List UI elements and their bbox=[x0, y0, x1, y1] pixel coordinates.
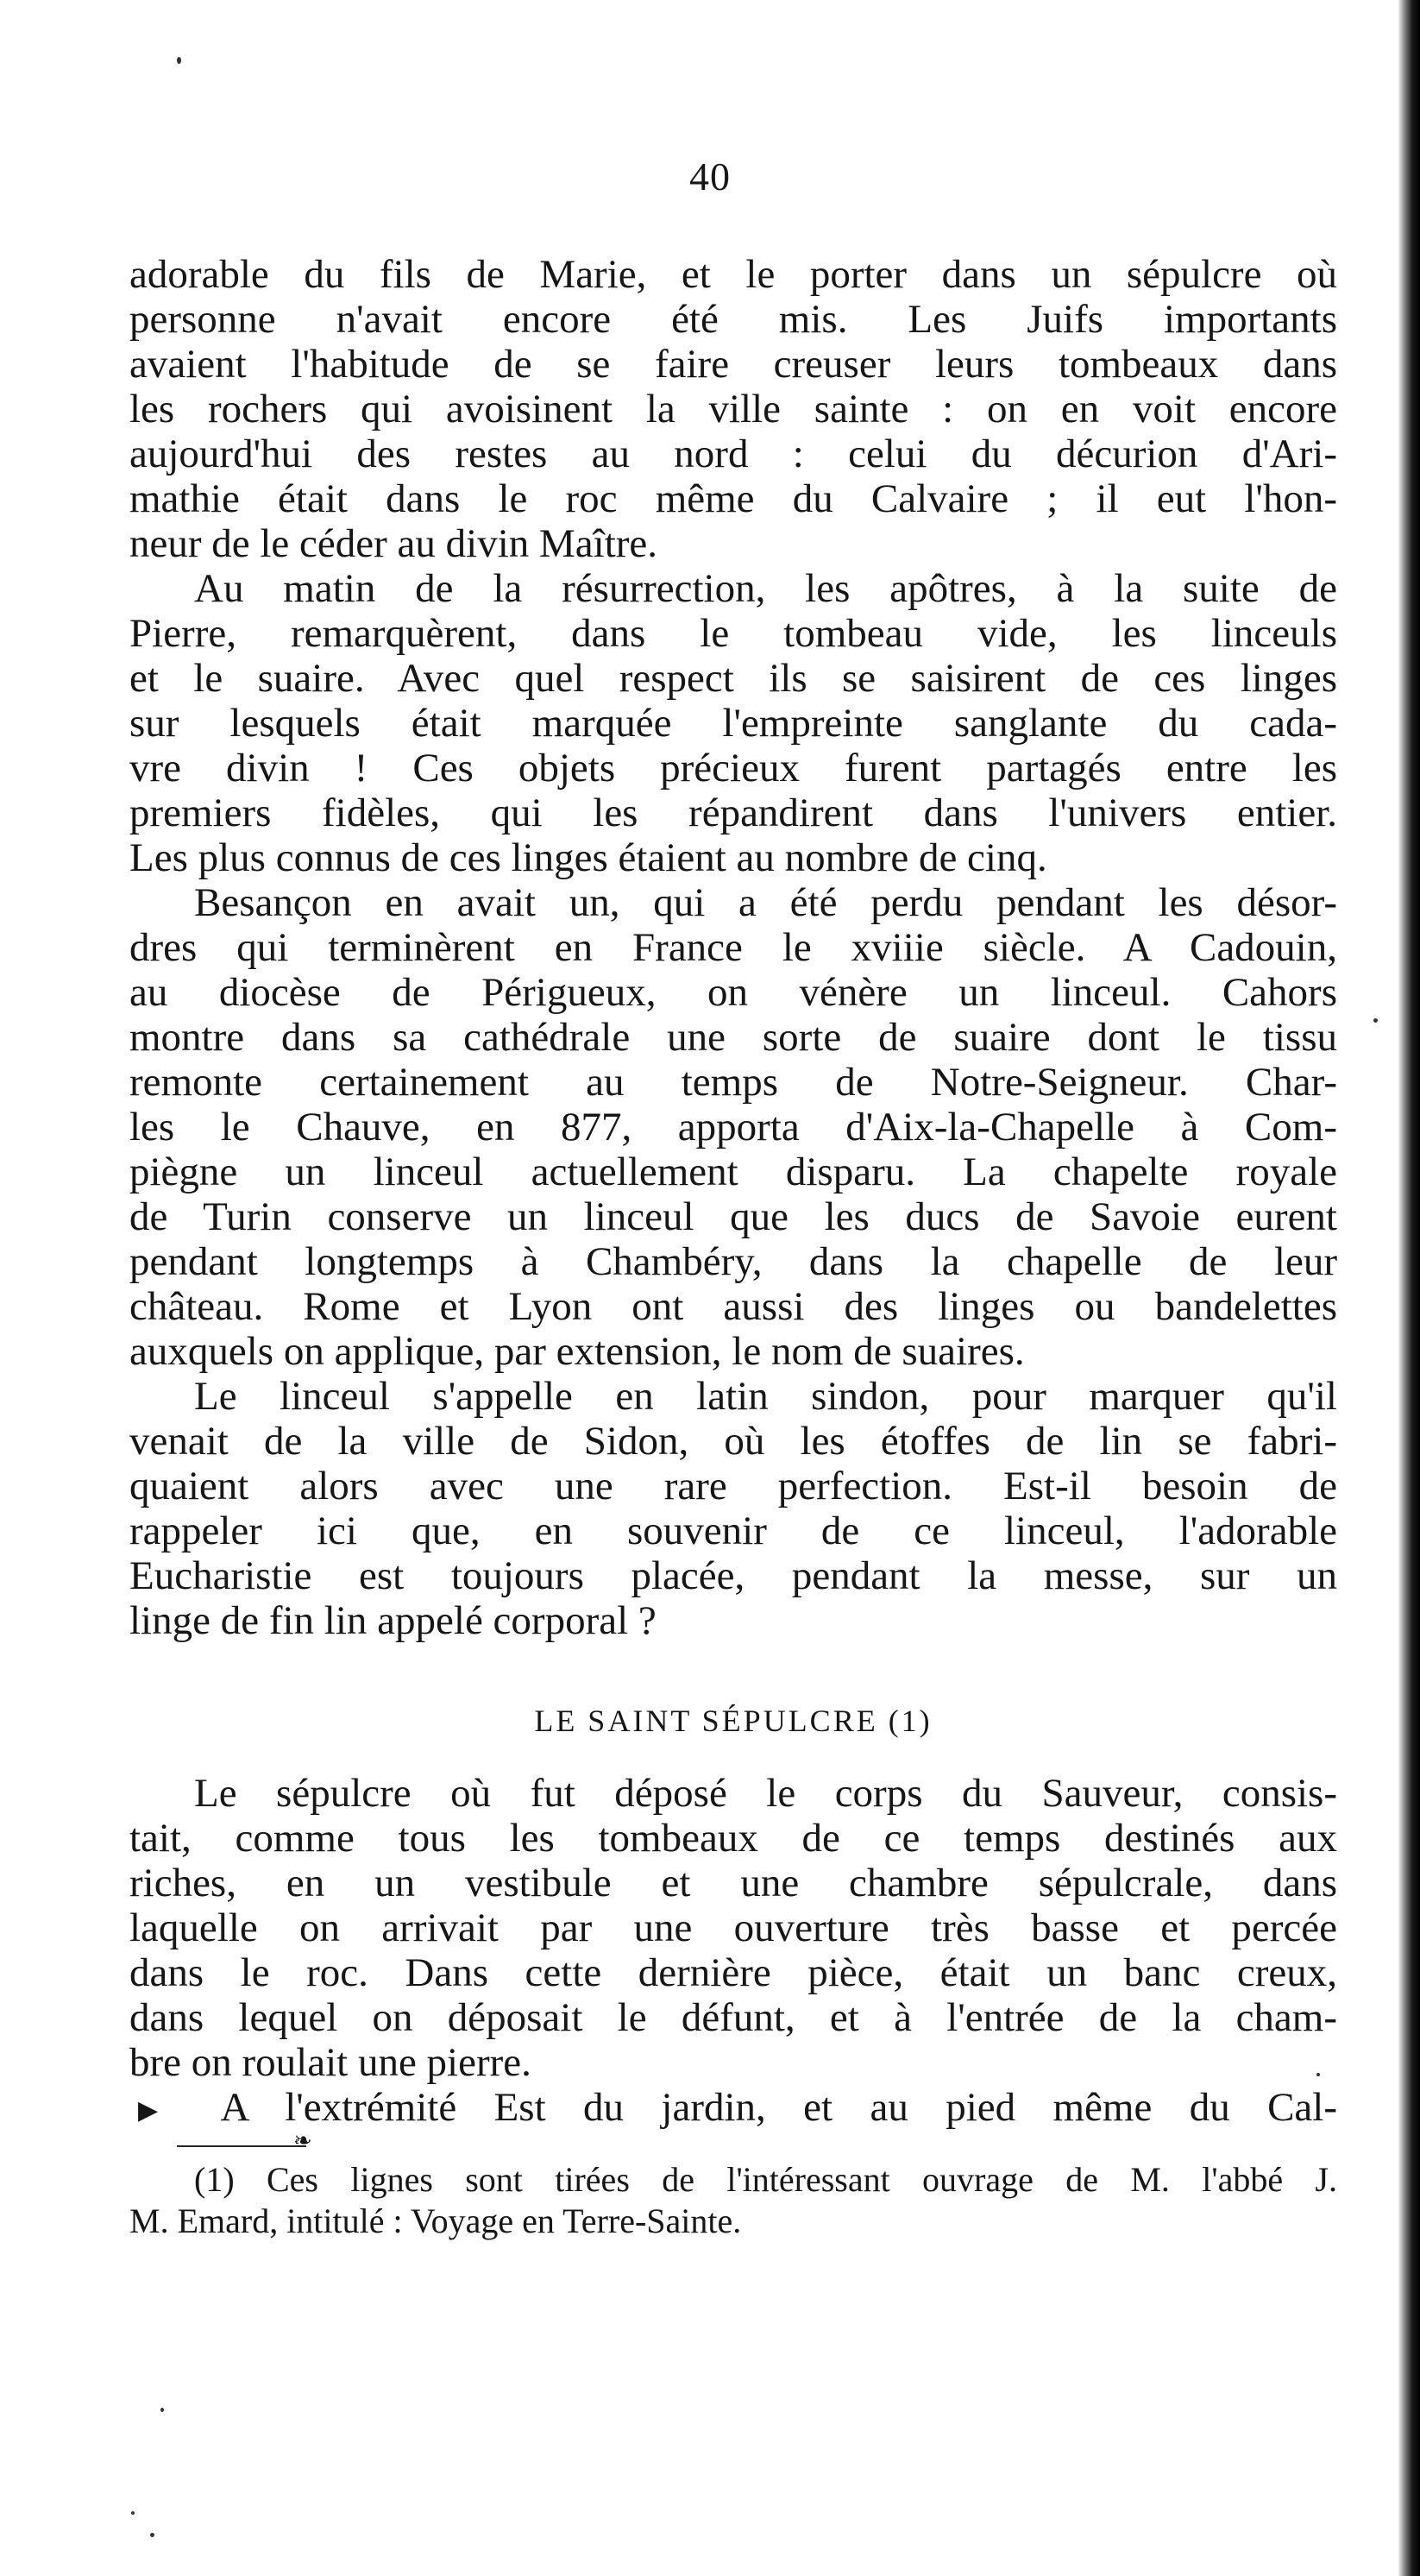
footnote bbox=[129, 2159, 1337, 2242]
text-line: riches, en un vestibule et une chambre sépulcrale, dans bbox=[129, 1861, 1337, 1905]
footnote-line: M. Emard, intitulé : Voyage en Terre-Sainte. bbox=[129, 2201, 742, 2240]
text-line: Le linceul s'appelle en latin sindon, pour marquer qu'il bbox=[194, 1374, 1337, 1419]
scan-speck bbox=[131, 2511, 135, 2515]
text-line: aujourd'hui des restes au nord : celui du décurion d'Ari- bbox=[129, 431, 1337, 476]
text-line: piègne un linceul actuellement disparu. La chapelte royale bbox=[129, 1149, 1337, 1194]
text-line: dans lequel on déposait le défunt, et à l'entrée de la cham- bbox=[129, 1995, 1337, 2040]
text-line: personne n'avait encore été mis. Les Juifs importants bbox=[129, 297, 1337, 342]
text-line: montre dans sa cathédrale une sorte de suaire dont le tissu bbox=[129, 1015, 1337, 1060]
text-line: dans le roc. Dans cette dernière pièce, était un banc creux, bbox=[129, 1950, 1337, 1995]
paragraph-resurrection bbox=[129, 566, 1337, 880]
text-line: sur lesquels était marquée l'empreinte sanglante du cada- bbox=[129, 701, 1337, 746]
text-line: dres qui terminèrent en France le xviiie siècle. A Cadouin, bbox=[129, 925, 1337, 970]
text-line: mathie était dans le roc même du Calvaire ; il eut l'hon- bbox=[129, 476, 1337, 521]
paragraph-joseph-tomb bbox=[129, 252, 1337, 566]
text-line: de Turin conserve un linceul que les ducs de Savoie eurent bbox=[129, 1194, 1337, 1239]
page-edge-shadow bbox=[1398, 0, 1420, 2576]
scan-speck bbox=[150, 2533, 154, 2537]
ornament-icon: ❧ bbox=[293, 2128, 312, 2153]
page-number: 40 bbox=[689, 154, 731, 198]
text-line: Pierre, remarquèrent, dans le tombeau vide, les linceuls bbox=[129, 611, 1337, 656]
text-line: remonte certainement au temps de Notre-Seigneur. Char- bbox=[129, 1060, 1337, 1105]
text-line: les rochers qui avoisinent la ville sainte : on en voit encore bbox=[129, 387, 1337, 431]
text-line: pendant longtemps à Chambéry, dans la chapelle de leur bbox=[129, 1239, 1337, 1284]
paragraph-sepulchre bbox=[129, 1771, 1337, 2085]
text-line: rappeler ici que, en souvenir de ce linceul, l'adorable bbox=[129, 1508, 1337, 1553]
paragraph-relics bbox=[129, 880, 1337, 1374]
text-line: venait de la ville de Sidon, où les étoffes de lin se fabri- bbox=[129, 1419, 1337, 1464]
text-line: linge de fin lin appelé corporal ? bbox=[129, 1598, 657, 1643]
body-text bbox=[129, 252, 1337, 2242]
scan-speck bbox=[177, 57, 181, 64]
paragraph-sindon bbox=[129, 1374, 1337, 1643]
scan-speck bbox=[1373, 1018, 1378, 1023]
section-heading: LE SAINT SÉPULCRE (1) bbox=[534, 1704, 933, 1738]
text-line: au diocèse de Périgueux, on vénère un linceul. Cahors bbox=[129, 970, 1337, 1015]
text-line: Besançon en avait un, qui a été perdu pendant les désor- bbox=[194, 880, 1337, 925]
text-line: premiers fidèles, qui les répandirent dans l'univers entier. bbox=[129, 790, 1337, 835]
text-line: adorable du fils de Marie, et le porter dans un sépulcre où bbox=[129, 252, 1337, 297]
text-line: neur de le céder au divin Maître. bbox=[129, 521, 658, 566]
text-line: Au matin de la résurrection, les apôtres, à la suite de bbox=[194, 566, 1337, 611]
footnote-line: (1) Ces lignes sont tirées de l'intéressant ouvrage de M. l'abbé J. bbox=[194, 2160, 1337, 2199]
text-line: et le suaire. Avec quel respect ils se saisirent de ces linges bbox=[129, 656, 1337, 701]
text-line: Le sépulcre où fut déposé le corps du Sauveur, consis- bbox=[194, 1771, 1337, 1816]
text-line: vre divin ! Ces objets précieux furent partagés entre les bbox=[129, 746, 1337, 790]
text-line: château. Rome et Lyon ont aussi des linges ou bandelettes bbox=[129, 1284, 1337, 1329]
footnote-separator bbox=[129, 2130, 1337, 2159]
text-line: laquelle on arrivait par une ouverture très basse et percée bbox=[129, 1905, 1337, 1950]
text-line: les le Chauve, en 877, apporta d'Aix-la-Chapelle à Com- bbox=[129, 1105, 1337, 1149]
text-line: Les plus connus de ces linges étaient au nombre de cinq. bbox=[129, 835, 1047, 880]
scan-speck bbox=[160, 2408, 164, 2412]
pointer-icon: ▶ bbox=[138, 2096, 185, 2126]
text-line: avaient l'habitude de se faire creuser leurs tombeaux dans bbox=[129, 342, 1337, 387]
text-line bbox=[129, 2085, 1337, 2130]
paragraph-garden bbox=[129, 2085, 1337, 2130]
text-line: Eucharistie est toujours placée, pendant la messe, sur un bbox=[129, 1553, 1337, 1598]
text-line: quaient alors avec une rare perfection. Est-il besoin de bbox=[129, 1464, 1337, 1508]
footnote-rule bbox=[177, 2145, 306, 2147]
text-line-content: A l'extrémité Est du jardin, et au pied même du Cal- bbox=[220, 2085, 1337, 2130]
text-line: auxquels on applique, par extension, le nom de suaires. bbox=[129, 1329, 1025, 1374]
text-line: tait, comme tous les tombeaux de ce temps destinés aux bbox=[129, 1816, 1337, 1861]
text-line: bre on roulait une pierre. bbox=[129, 2040, 531, 2085]
